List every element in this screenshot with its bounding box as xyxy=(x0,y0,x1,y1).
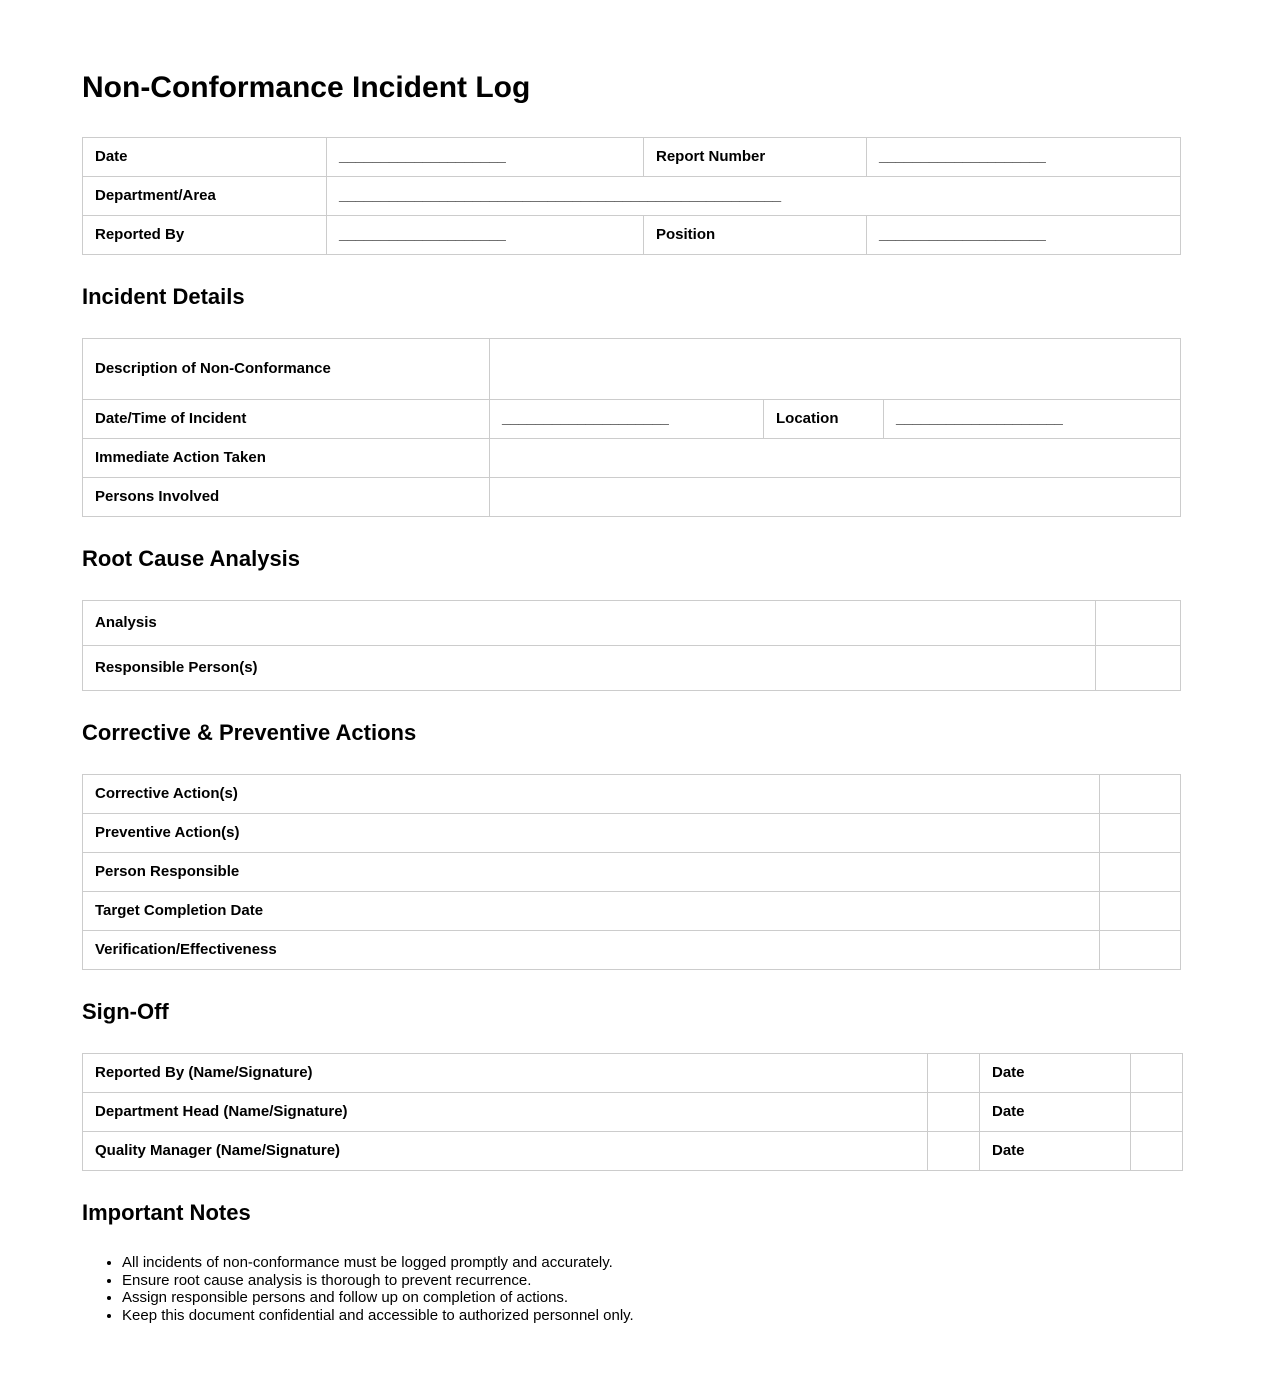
signoff-quality-manager-signature-cell xyxy=(928,1132,980,1171)
table-row xyxy=(83,931,1181,970)
analysis-label: Analysis xyxy=(83,601,1096,646)
signoff-heading: Sign-Off xyxy=(82,999,169,1024)
report-number-fill-line: ____________________ xyxy=(867,138,1181,177)
table-row xyxy=(83,339,1181,400)
table-row xyxy=(83,216,1181,255)
list-item: • All incidents of non-conformance must be logged promptly and accurately. xyxy=(122,1254,1180,1272)
table-row xyxy=(83,601,1181,646)
important-notes-list xyxy=(82,1254,1180,1324)
corrective-actions-table xyxy=(82,774,1181,970)
immediate-action-blank-cell xyxy=(490,439,1181,478)
persons-involved-blank-cell xyxy=(490,478,1181,517)
signoff-department-head-label: Department Head (Name/Signature) xyxy=(83,1093,928,1132)
signoff-reported-by-signature-cell xyxy=(928,1054,980,1093)
table-row xyxy=(83,138,1181,177)
root-cause-heading: Root Cause Analysis xyxy=(82,546,301,571)
department-fill-line: _____________________________________________________ xyxy=(327,177,1181,216)
target-completion-date-label: Target Completion Date xyxy=(83,892,1100,931)
person-responsible-label: Person Responsible xyxy=(83,853,1100,892)
corrective-actions-heading: Corrective & Preventive Actions xyxy=(82,720,417,745)
location-label: Location xyxy=(764,400,884,439)
incident-details-table xyxy=(82,338,1181,517)
table-row xyxy=(83,853,1181,892)
reported-by-fill-line: ____________________ xyxy=(327,216,644,255)
corrective-action-blank-cell xyxy=(1100,775,1181,814)
position-fill-line: ____________________ xyxy=(867,216,1181,255)
table-row xyxy=(83,646,1181,691)
list-item: • Ensure root cause analysis is thorough to prevent recurrence. xyxy=(122,1272,1180,1290)
signoff-reported-by-date-cell xyxy=(1131,1054,1183,1093)
table-row xyxy=(83,478,1181,517)
incident-datetime-fill-line: ____________________ xyxy=(490,400,764,439)
date-label: Date xyxy=(83,138,327,177)
signoff-date-label: Date xyxy=(980,1093,1131,1132)
department-label: Department/Area xyxy=(83,177,327,216)
table-row xyxy=(83,892,1181,931)
table-row xyxy=(83,1054,1183,1093)
root-cause-table xyxy=(82,600,1181,691)
persons-involved-label: Persons Involved xyxy=(83,478,490,517)
corrective-action-label: Corrective Action(s) xyxy=(83,775,1100,814)
list-item: • Keep this document confidential and accessible to authorized personnel only. xyxy=(122,1307,1180,1325)
responsible-persons-blank-cell xyxy=(1096,646,1181,691)
signoff-reported-by-label: Reported By (Name/Signature) xyxy=(83,1054,928,1093)
person-responsible-blank-cell xyxy=(1100,853,1181,892)
table-row xyxy=(83,177,1181,216)
verification-effectiveness-label: Verification/Effectiveness xyxy=(83,931,1100,970)
signoff-date-label: Date xyxy=(980,1054,1131,1093)
signoff-date-label: Date xyxy=(980,1132,1131,1171)
important-notes-heading: Important Notes xyxy=(82,1200,251,1225)
signoff-quality-manager-label: Quality Manager (Name/Signature) xyxy=(83,1132,928,1171)
responsible-persons-label: Responsible Person(s) xyxy=(83,646,1096,691)
immediate-action-label: Immediate Action Taken xyxy=(83,439,490,478)
table-row xyxy=(83,1093,1183,1132)
page-title: Non-Conformance Incident Log xyxy=(82,71,531,104)
table-row xyxy=(83,400,1181,439)
analysis-blank-cell xyxy=(1096,601,1181,646)
incident-details-heading: Incident Details xyxy=(82,284,245,309)
table-row xyxy=(83,775,1181,814)
incident-datetime-label: Date/Time of Incident xyxy=(83,400,490,439)
reported-by-label: Reported By xyxy=(83,216,327,255)
verification-effectiveness-blank-cell xyxy=(1100,931,1181,970)
date-fill-line: ____________________ xyxy=(327,138,644,177)
description-blank-cell xyxy=(490,339,1181,400)
table-row xyxy=(83,1132,1183,1171)
table-row xyxy=(83,439,1181,478)
position-label: Position xyxy=(644,216,867,255)
report-number-label: Report Number xyxy=(644,138,867,177)
header-info-table xyxy=(82,137,1181,255)
location-fill-line: ____________________ xyxy=(884,400,1181,439)
target-completion-date-blank-cell xyxy=(1100,892,1181,931)
signoff-quality-manager-date-cell xyxy=(1131,1132,1183,1171)
description-label: Description of Non-Conformance xyxy=(83,339,490,400)
signoff-department-head-date-cell xyxy=(1131,1093,1183,1132)
table-row xyxy=(83,814,1181,853)
list-item: • Assign responsible persons and follow up on completion of actions. xyxy=(122,1289,1180,1307)
signoff-table xyxy=(82,1053,1183,1171)
preventive-action-blank-cell xyxy=(1100,814,1181,853)
signoff-department-head-signature-cell xyxy=(928,1093,980,1132)
preventive-action-label: Preventive Action(s) xyxy=(83,814,1100,853)
